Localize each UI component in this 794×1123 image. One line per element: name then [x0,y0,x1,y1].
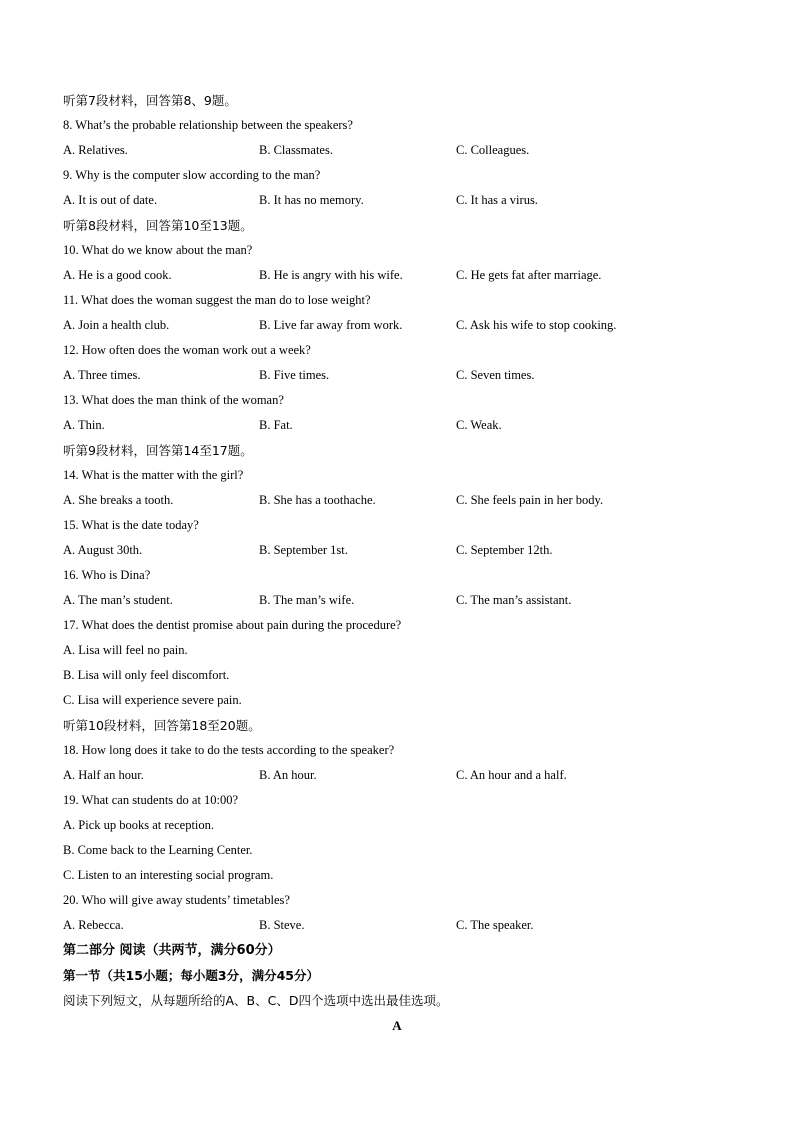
option-a: A. It is out of date. [63,193,158,207]
options-16 [63,588,743,613]
option-a: A. Rebecca. [63,918,124,932]
option-a: A. She breaks a tooth. [63,493,174,507]
option-b: B. Classmates. [259,143,333,157]
options-13 [63,413,743,438]
option-a: A. August 30th. [63,543,143,557]
question-8: 8. What’s the probable relationship between the speakers? [63,118,353,132]
passage-label: A [392,1018,402,1033]
option-c: C. Ask his wife to stop cooking. [456,318,617,332]
option-19a: A. Pick up books at reception. [63,818,215,832]
option-a: A. Join a health club. [63,318,170,332]
options-10 [63,263,743,288]
options-9 [63,188,743,213]
question-17: 17. What does the dentist promise about pain during the procedure? [63,618,402,632]
options-20 [63,913,743,938]
options-11 [63,313,743,338]
question-12: 12. How often does the woman work out a week? [63,343,311,357]
question-9: 9. Why is the computer slow according to the man? [63,168,321,182]
option-a: A. Thin. [63,418,105,432]
passage-label-row [63,1013,743,1038]
option-c: C. The speaker. [456,918,534,932]
question-14: 14. What is the matter with the girl? [63,468,244,482]
option-b: B. September 1st. [259,543,348,557]
exam-page [63,88,743,1038]
option-b: B. She has a toothache. [259,493,376,507]
option-b: B. Live far away from work. [259,318,403,332]
section-10-instruction: 听第10段材料，回答第18至20题。 [63,718,261,733]
question-11: 11. What does the woman suggest the man do to lose weight? [63,293,371,307]
options-12 [63,363,743,388]
option-a: A. Half an hour. [63,768,144,782]
options-8 [63,138,743,163]
option-a: A. The man’s student. [63,593,173,607]
option-b: B. An hour. [259,768,317,782]
option-c: C. The man’s assistant. [456,593,572,607]
section-9-instruction: 听第9段材料，回答第14至17题。 [63,443,253,458]
option-a: A. Relatives. [63,143,128,157]
option-b: B. The man’s wife. [259,593,355,607]
question-10: 10. What do we know about the man? [63,243,253,257]
question-18: 18. How long does it take to do the tests according to the speaker? [63,743,395,757]
question-16: 16. Who is Dina? [63,568,151,582]
option-b: B. Five times. [259,368,330,382]
part-2-heading: 第二部分 阅读（共两节，满分60分） [63,943,281,958]
question-15: 15. What is the date today? [63,518,199,532]
option-19c: C. Listen to an interesting social program. [63,868,274,882]
section-7-instruction: 听第7段材料，回答第8、9题。 [63,93,237,108]
option-a: A. He is a good cook. [63,268,172,282]
question-20: 20. Who will give away students’ timetables? [63,893,290,907]
option-c: C. He gets fat after marriage. [456,268,602,282]
options-15 [63,538,743,563]
option-b: B. He is angry with his wife. [259,268,403,282]
option-c: C. It has a virus. [456,193,538,207]
reading-instruction: 阅读下列短文，从每题所给的A、B、C、D四个选项中选出最佳选项。 [63,993,449,1008]
option-b: B. Steve. [259,918,305,932]
question-13: 13. What does the man think of the woman? [63,393,284,407]
option-17b: B. Lisa will only feel discomfort. [63,668,230,682]
option-17a: A. Lisa will feel no pain. [63,643,188,657]
options-18 [63,763,743,788]
section-1-heading: 第一节（共15小题；每小题3分，满分45分） [63,968,319,983]
option-19b: B. Come back to the Learning Center. [63,843,253,857]
option-c: C. She feels pain in her body. [456,493,604,507]
option-b: B. It has no memory. [259,193,364,207]
question-19: 19. What can students do at 10:00? [63,793,239,807]
option-c: C. Seven times. [456,368,535,382]
options-14 [63,488,743,513]
option-c: C. An hour and a half. [456,768,567,782]
section-8-instruction: 听第8段材料，回答第10至13题。 [63,218,253,233]
option-c: C. Weak. [456,418,502,432]
option-b: B. Fat. [259,418,293,432]
option-c: C. Colleagues. [456,143,530,157]
option-17c: C. Lisa will experience severe pain. [63,693,242,707]
option-a: A. Three times. [63,368,141,382]
option-c: C. September 12th. [456,543,553,557]
